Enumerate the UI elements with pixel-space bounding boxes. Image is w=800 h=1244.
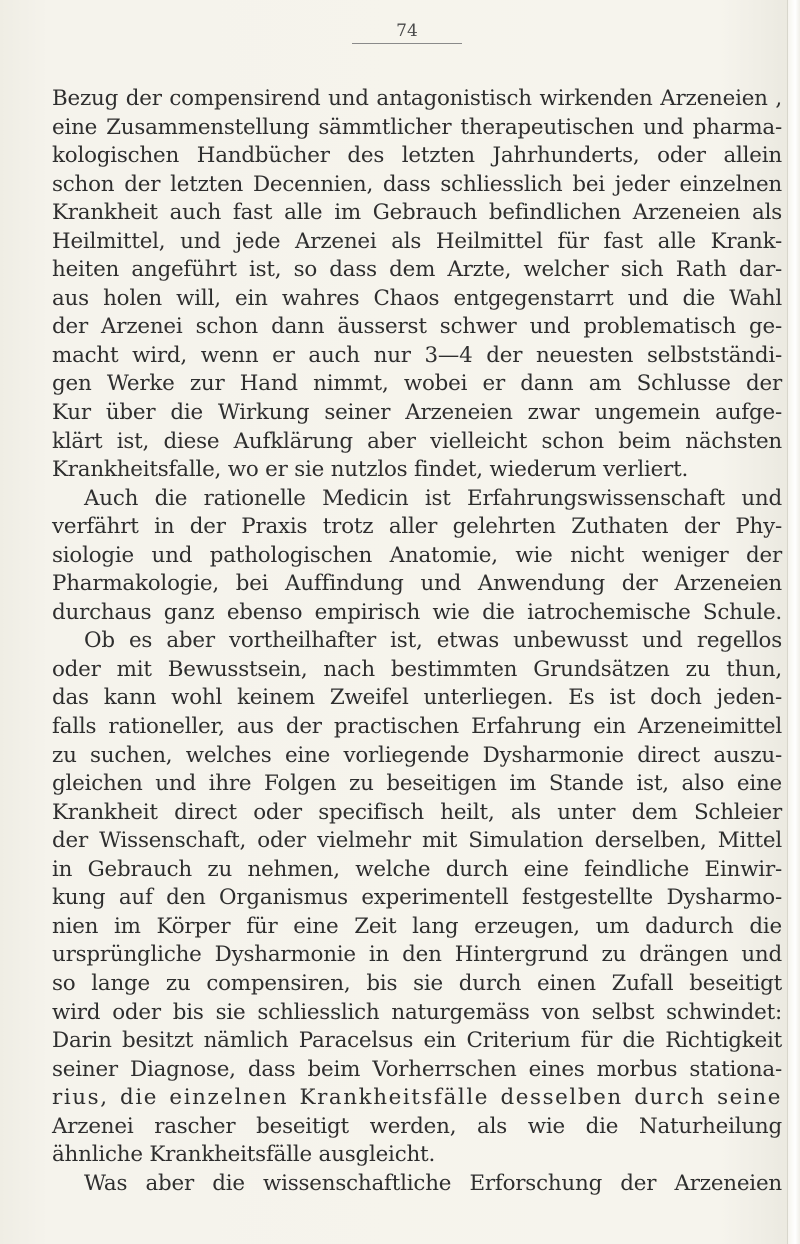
text-line: Darin besitzt nämlich Paracelsus ein Criterium für die Richtigkeit <box>52 1028 782 1054</box>
text-line: Pharmakologie, bei Auffindung und Anwendung der Arzeneien <box>52 571 782 597</box>
text-line: nien im Körper für eine Zeit lang erzeugen, um dadurch die <box>52 913 782 939</box>
text-line: Bezug der compensirend und antagonistisch wirkenden Arzeneien , <box>52 86 782 111</box>
text-line: ursprüngliche Dysharmonie in den Hintergrund zu drängen und <box>52 942 782 968</box>
text-line: aus holen will, ein wahres Chaos entgegenstarrt und die Wahl <box>52 285 782 311</box>
text-line: gleichen und ihre Folgen zu beseitigen im Stande ist, also eine <box>52 771 782 797</box>
text-line: der Arzenei schon dann äusserst schwer und problematisch ge- <box>52 314 782 340</box>
text-line: kologischen Handbücher des letzten Jahrhunderts, oder allein <box>52 143 782 169</box>
text-line: Krankheit direct oder specifisch heilt, als unter dem Schleier <box>52 799 782 825</box>
paragraph-start-line: Auch die rationelle Medicin ist Erfahrungswissenschaft und <box>84 485 782 511</box>
text-line: oder mit Bewusstsein, nach bestimmten Grundsätzen zu thun, <box>52 656 782 682</box>
text-line: Heilmittel, und jede Arzenei als Heilmittel für fast alle Krank- <box>52 228 782 254</box>
text-line: siologie und pathologischen Anatomie, wie nicht weniger der <box>52 542 782 568</box>
text-line: rius, die einzelnen Krankheitsfälle desselben durch seine <box>52 1085 782 1111</box>
text-line: heiten angeführt ist, so dass dem Arzte, welcher sich Rath dar- <box>52 257 782 283</box>
paragraph-start-line: Was aber die wissenschaftliche Erforschung der Arzeneien <box>84 1170 782 1196</box>
text-line: so lange zu compensiren, bis sie durch einen Zufall beseitigt <box>52 970 782 996</box>
text-line: schon der letzten Decennien, dass schliesslich bei jeder einzelnen <box>52 171 782 197</box>
text-line: Ob es aber vortheilhafter ist, etwas unbewusst und regellos <box>84 628 782 654</box>
text-line: das kann wohl keinem Zweifel unterliegen. Es ist doch jeden- <box>52 685 782 711</box>
text-line: klärt ist, diese Aufklärung aber vielleicht schon beim nächsten <box>52 428 782 454</box>
text-line: der Wissenschaft, oder vielmehr mit Simulation derselben, Mittel <box>52 828 782 854</box>
text-line: gen Werke zur Hand nimmt, wobei er dann am Schlusse der <box>52 371 782 397</box>
text-line: ähnliche Krankheitsfälle ausgleicht. <box>52 1142 436 1168</box>
text-line: macht wird, wenn er auch nur 3—4 der neuesten selbstständi- <box>52 342 782 368</box>
text-line: in Gebrauch zu nehmen, welche durch eine feindliche Einwir- <box>52 856 782 882</box>
text-line: Krankheit auch fast alle im Gebrauch befindlichen Arzeneien als <box>52 200 782 226</box>
text-line: Arzenei rascher beseitigt werden, als wie die Naturheilung <box>52 1113 782 1139</box>
text-line: Krankheitsfalle, wo er sie nutzlos findet, wiederum verliert. <box>52 457 689 483</box>
page-edge <box>787 0 800 1244</box>
text-line: wird oder bis sie schliesslich naturgemäss von selbst schwindet: <box>52 999 782 1025</box>
text-line: eine Zusammenstellung sämmtlicher therapeutischen und pharma- <box>52 114 782 140</box>
text-line: verfährt in der Praxis trotz aller gelehrten Zuthaten der Phy- <box>52 514 782 540</box>
body-text <box>52 85 782 1198</box>
text-line: zu suchen, welches eine vorliegende Dysharmonie direct auszu- <box>52 742 782 768</box>
text-line: kung auf den Organismus experimentell festgestellte Dysharmo- <box>52 885 782 911</box>
text-line: seiner Diagnose, dass beim Vorherrschen eines morbus stationa- <box>52 1056 782 1082</box>
text-line: falls rationeller, aus der practischen Erfahrung ein Arzeneimittel <box>52 714 782 740</box>
page-number: 74 <box>352 20 462 44</box>
text-line: durchaus ganz ebenso empirisch wie die iatrochemische Schule. <box>52 599 782 625</box>
text-line: Kur über die Wirkung seiner Arzeneien zwar ungemein aufge- <box>52 400 782 426</box>
